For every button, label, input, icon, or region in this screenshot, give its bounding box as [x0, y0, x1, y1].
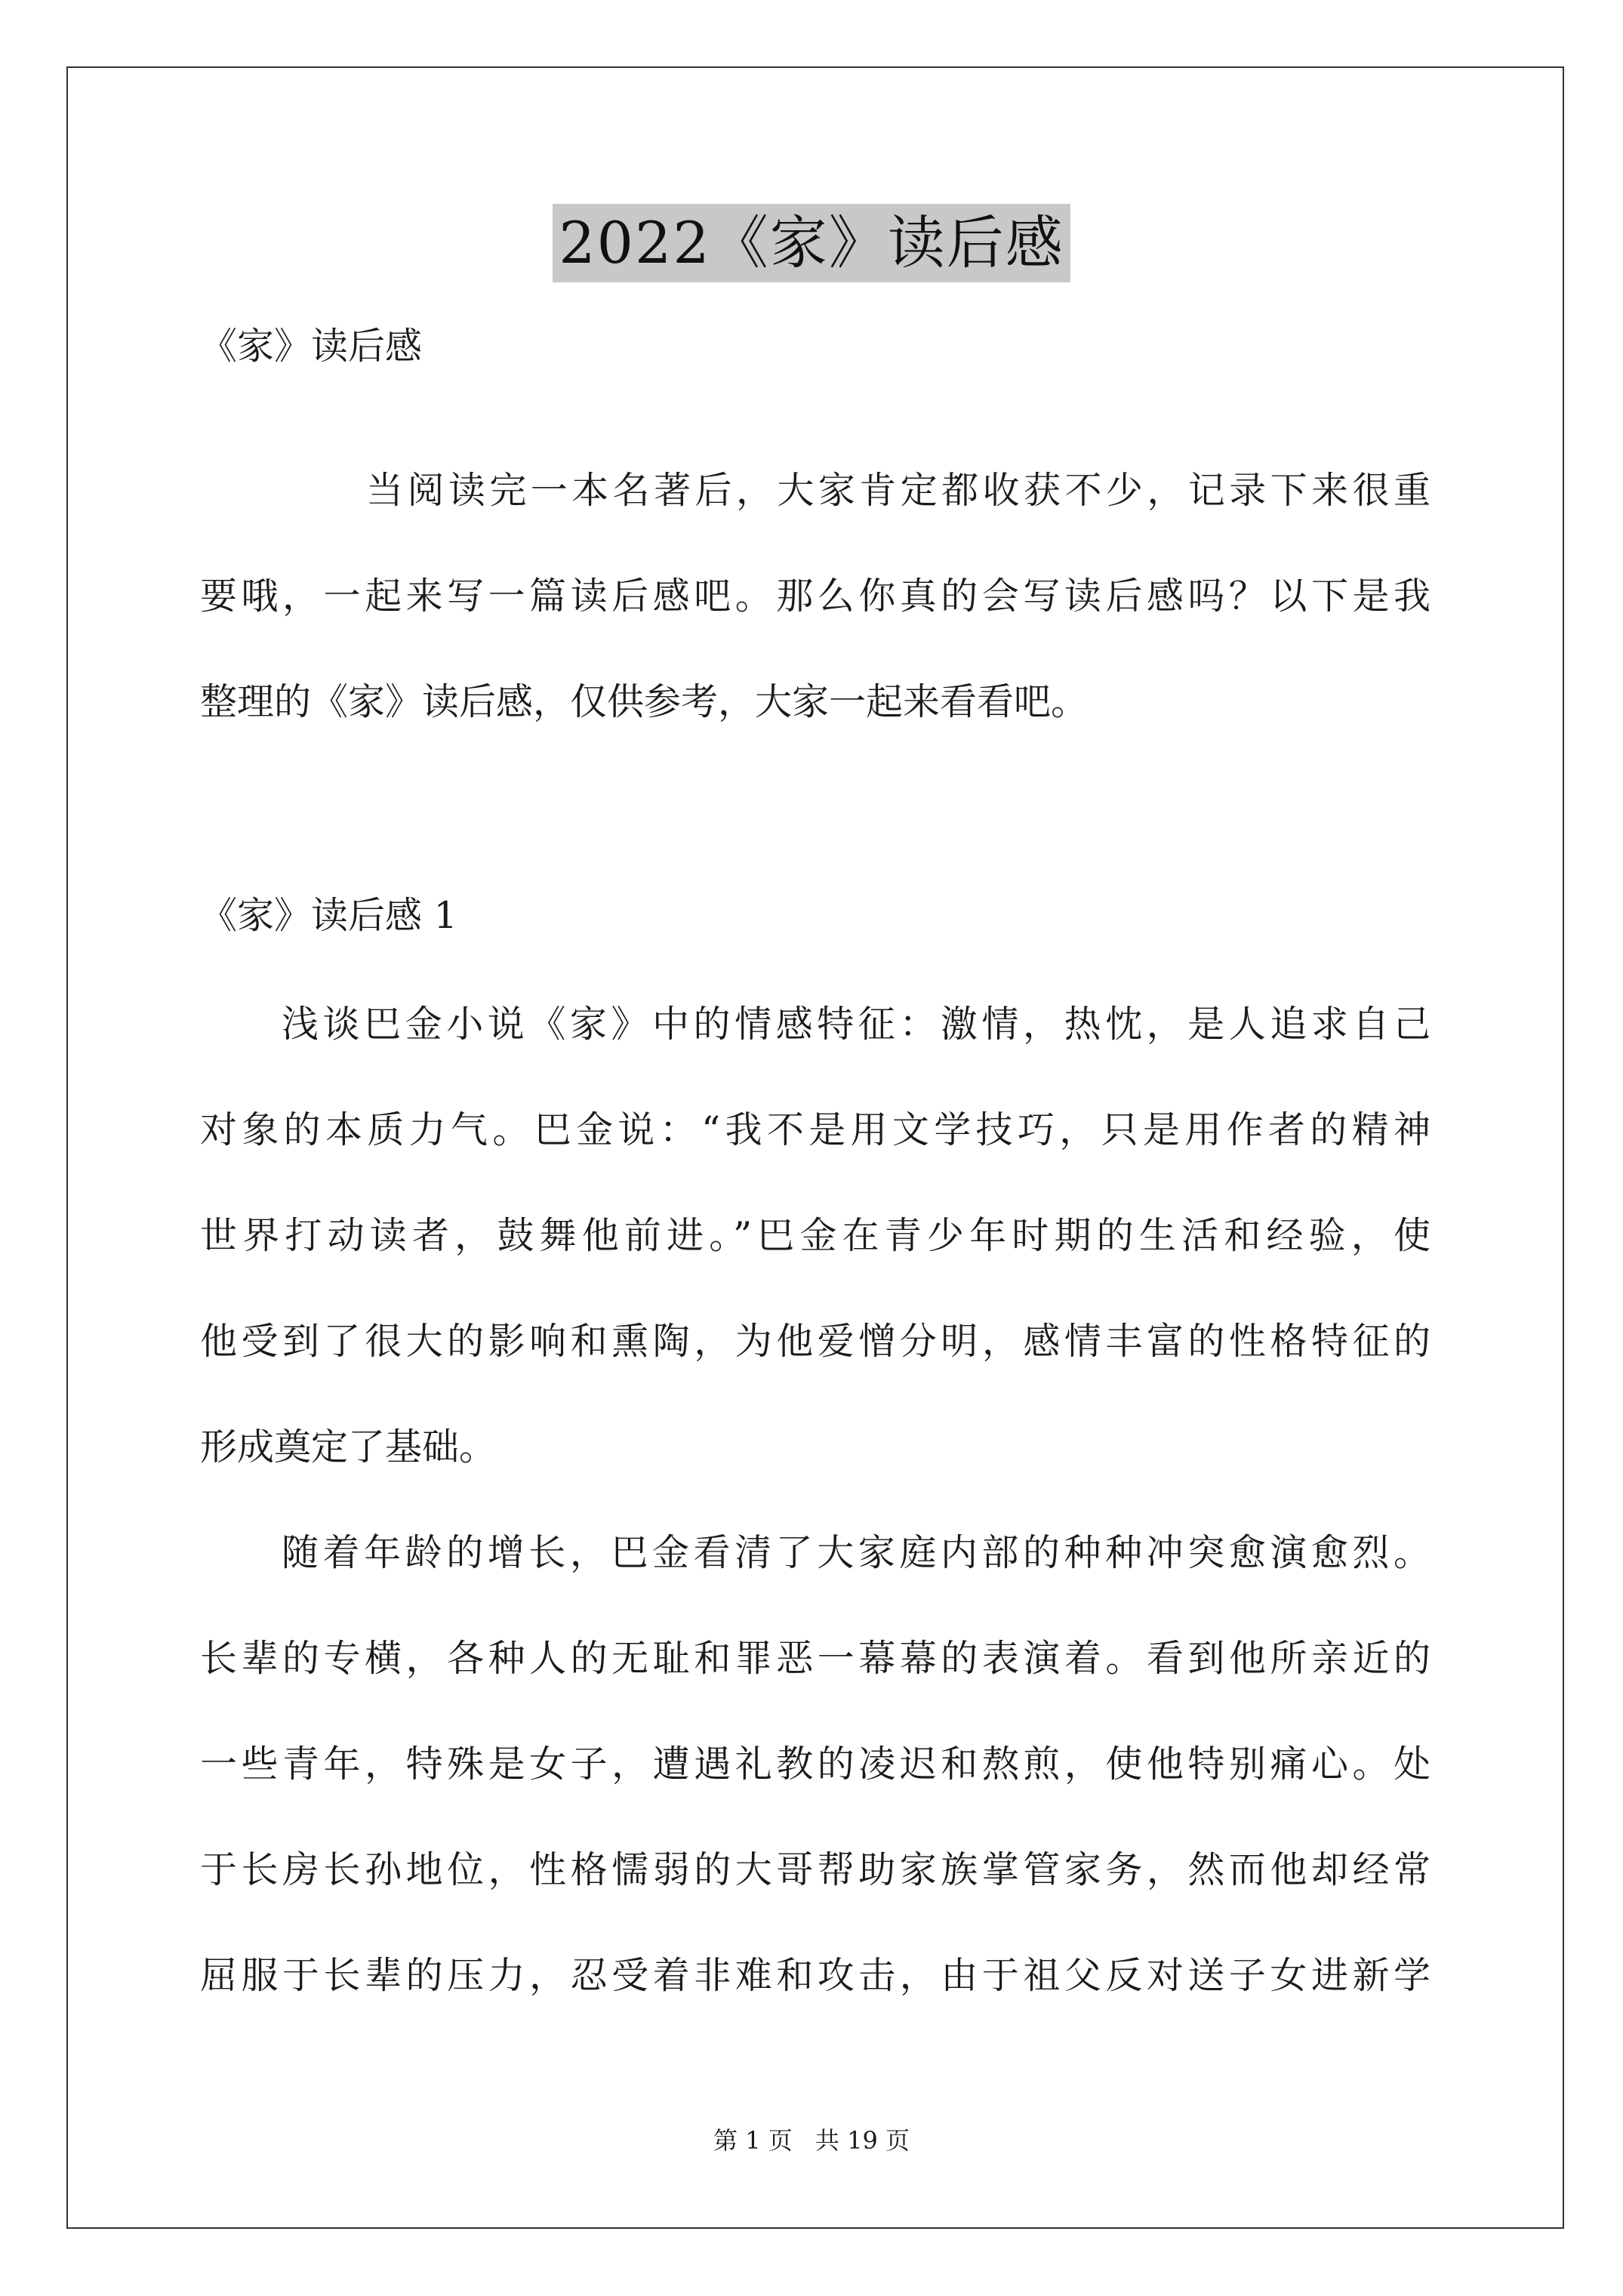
document-title: 2022《家》读后感: [553, 204, 1070, 282]
page-number: 第 1 页: [713, 2126, 793, 2155]
page-footer: [0, 2122, 1623, 2156]
para2-line-3: 一些青年，特殊是女子，遭遇礼教的凌迟和熬煎，使他特别痛心。处: [200, 1743, 1431, 1786]
para1-line-4: 他受到了很大的影响和熏陶，为他爱憎分明，感情丰富的性格特征的: [200, 1320, 1431, 1363]
page-total: 共 19 页: [815, 2126, 910, 2155]
intro-line-1: 当阅读完一本名著后，大家肯定都收获不少，记录下来很重: [366, 469, 1431, 512]
para1-line-5: 形成奠定了基础。: [200, 1425, 497, 1469]
para1-line-1: 浅谈巴金小说《家》中的情感特征：激情，热忱，是人追求自己: [282, 1003, 1431, 1046]
para2-line-5: 屈服于长辈的压力，忍受着非难和攻击，由于祖父反对送子女进新学: [200, 1954, 1431, 1997]
intro-line-3: 整理的《家》读后感，仅供参考，大家一起来看看吧。: [200, 680, 1089, 723]
title-container: [0, 204, 1623, 282]
subtitle-section-1: 《家》读后感 1: [200, 894, 457, 937]
para2-line-2: 长辈的专横，各种人的无耻和罪恶一幕幕的表演着。看到他所亲近的: [200, 1637, 1431, 1680]
para2-line-4: 于长房长孙地位，性格懦弱的大哥帮助家族掌管家务，然而他却经常: [200, 1848, 1431, 1891]
para1-line-3: 世界打动读者，鼓舞他前进。”巴金在青少年时期的生活和经验，使: [200, 1214, 1431, 1257]
para2-line-1: 随着年龄的增长，巴金看清了大家庭内部的种种冲突愈演愈烈。: [282, 1531, 1431, 1574]
para1-line-2: 对象的本质力气。巴金说：“我不是用文学技巧，只是用作者的精神: [200, 1108, 1431, 1151]
subtitle-intro: 《家》读后感: [200, 325, 423, 368]
intro-line-2: 要哦，一起来写一篇读后感吧。那么你真的会写读后感吗？以下是我: [200, 575, 1431, 618]
